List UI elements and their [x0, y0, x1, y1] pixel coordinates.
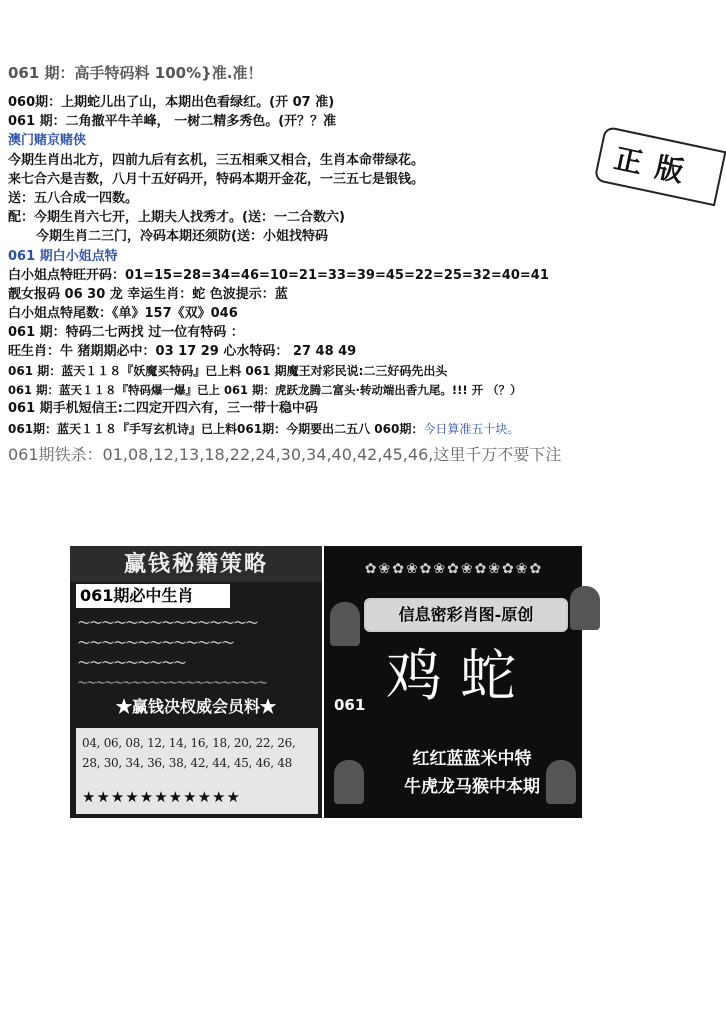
handwriting-stroke: ～～～～～～～～～～～～～ — [78, 636, 235, 650]
info-line: 白小姐点特旺开码：01=15=28=34=46=10=21=33=39=45=22=25=32=40=41 — [8, 268, 549, 283]
section-heading-macau: 澳门赌京赌侠 — [8, 133, 87, 148]
portrait-icon — [546, 760, 576, 804]
left-promo-image — [70, 546, 322, 818]
info-line: 061 期：特码二七两找 过一位有特码 ： — [8, 325, 244, 340]
left-banner: 赢钱秘籍策略 — [70, 546, 322, 582]
authentic-stamp: 正版 — [594, 126, 726, 207]
handwriting-stroke: ～～～～～～～～～ — [78, 656, 187, 670]
page-title: 061 期：高手特码料 100%}准.准！ — [8, 64, 263, 82]
number-row: 04, 06, 08, 12, 14, 16, 18, 20, 22, 26, — [82, 736, 296, 750]
info-line: 白小姐点特尾数：《单》157《双》046 — [8, 306, 238, 321]
zodiac-characters: 鸡蛇 — [386, 644, 534, 709]
header-line-061: 061 期：二角撤平牛羊峰， 一树二精多秀色。(开？？准 — [8, 114, 337, 129]
handwriting-stroke: ～～～～～～～～～～～～～～～～～～～～～ — [78, 679, 268, 689]
member-label: ★赢钱决杈威会员料★ — [115, 697, 276, 716]
right-promo-image — [324, 546, 582, 818]
poem-line: 送：五八合成一四数。 — [8, 191, 139, 206]
number-row: 28, 30, 34, 36, 38, 42, 44, 45, 46, 48 — [82, 756, 292, 770]
poem-line: 来七合六是吉数，八月十五好码开，特码本期开金花，一三五七是银钱。 — [8, 172, 425, 187]
portrait-icon — [334, 760, 364, 804]
section-heading-white-lady: 061 期白小姐点特 — [8, 249, 118, 264]
poem-line: 配：今期生肖六七开，上期夫人找秀才。(送：一二合数六) — [8, 210, 345, 225]
info-line: 旺生肖：牛 猪期期必中：03 17 29 心水特码： 27 48 49 — [8, 344, 357, 359]
handwriting-stroke: ～～～～～～～～～～～～～～～ — [78, 616, 259, 630]
info-line: 061 期手机短信王:二四定开四六有，三一带十稳中码 — [8, 401, 318, 416]
info-line-last — [8, 420, 519, 438]
poem-line: 今期生肖二三门，冷码本期还须防(送：小姐找特码 — [36, 229, 328, 244]
slogan-line: 红红蓝蓝米中特 — [412, 749, 532, 769]
right-title: 信息密彩肖图-原创 — [364, 598, 568, 632]
portrait-icon — [570, 586, 600, 630]
slogan-line: 牛虎龙马猴中本期 — [404, 777, 540, 797]
number-box — [76, 728, 318, 814]
header-line-060: 060期：上期蛇儿出了山，本期出色看绿红。(开 07 准) — [8, 95, 335, 110]
star-row: ★★★★★★★★★★★ — [82, 788, 241, 806]
info-line: 061 期：蓝天１１８『特码爆一爆』已上 061 期：虎跃龙腾二富头·转动端出香九尾。!!! 开 （？） — [8, 383, 522, 397]
right-period: 061 — [334, 696, 366, 714]
info-line: 靓女报码 06 30 龙 幸运生肖：蛇 色波提示：蓝 — [8, 287, 288, 302]
last-line-main: 061期：蓝天１１８『手写玄机诗』已上料061期：今期要出二五八 060期： — [8, 422, 424, 436]
portrait-icon — [330, 602, 360, 646]
info-line: 061 期：蓝天１１８『妖魔买特码』已上料 061 期魔王对彩民说:二三好码先出头 — [8, 364, 448, 378]
iron-kill-line: 061期铁杀：01,08,12,13,18,22,24,30,34,40,42,45,46,这里千万不要下注 — [8, 445, 562, 464]
last-line-suffix: 今日算准五十块。 — [423, 422, 520, 436]
flower-garland-icon: ✿❀✿❀✿❀✿❀✿❀✿❀✿ — [364, 561, 544, 577]
poem-line: 今期生肖出北方，四前九后有玄机，三五相乘又相合，生肖本命带绿花。 — [8, 153, 425, 168]
left-subtitle: 061期必中生肖 — [76, 584, 230, 608]
